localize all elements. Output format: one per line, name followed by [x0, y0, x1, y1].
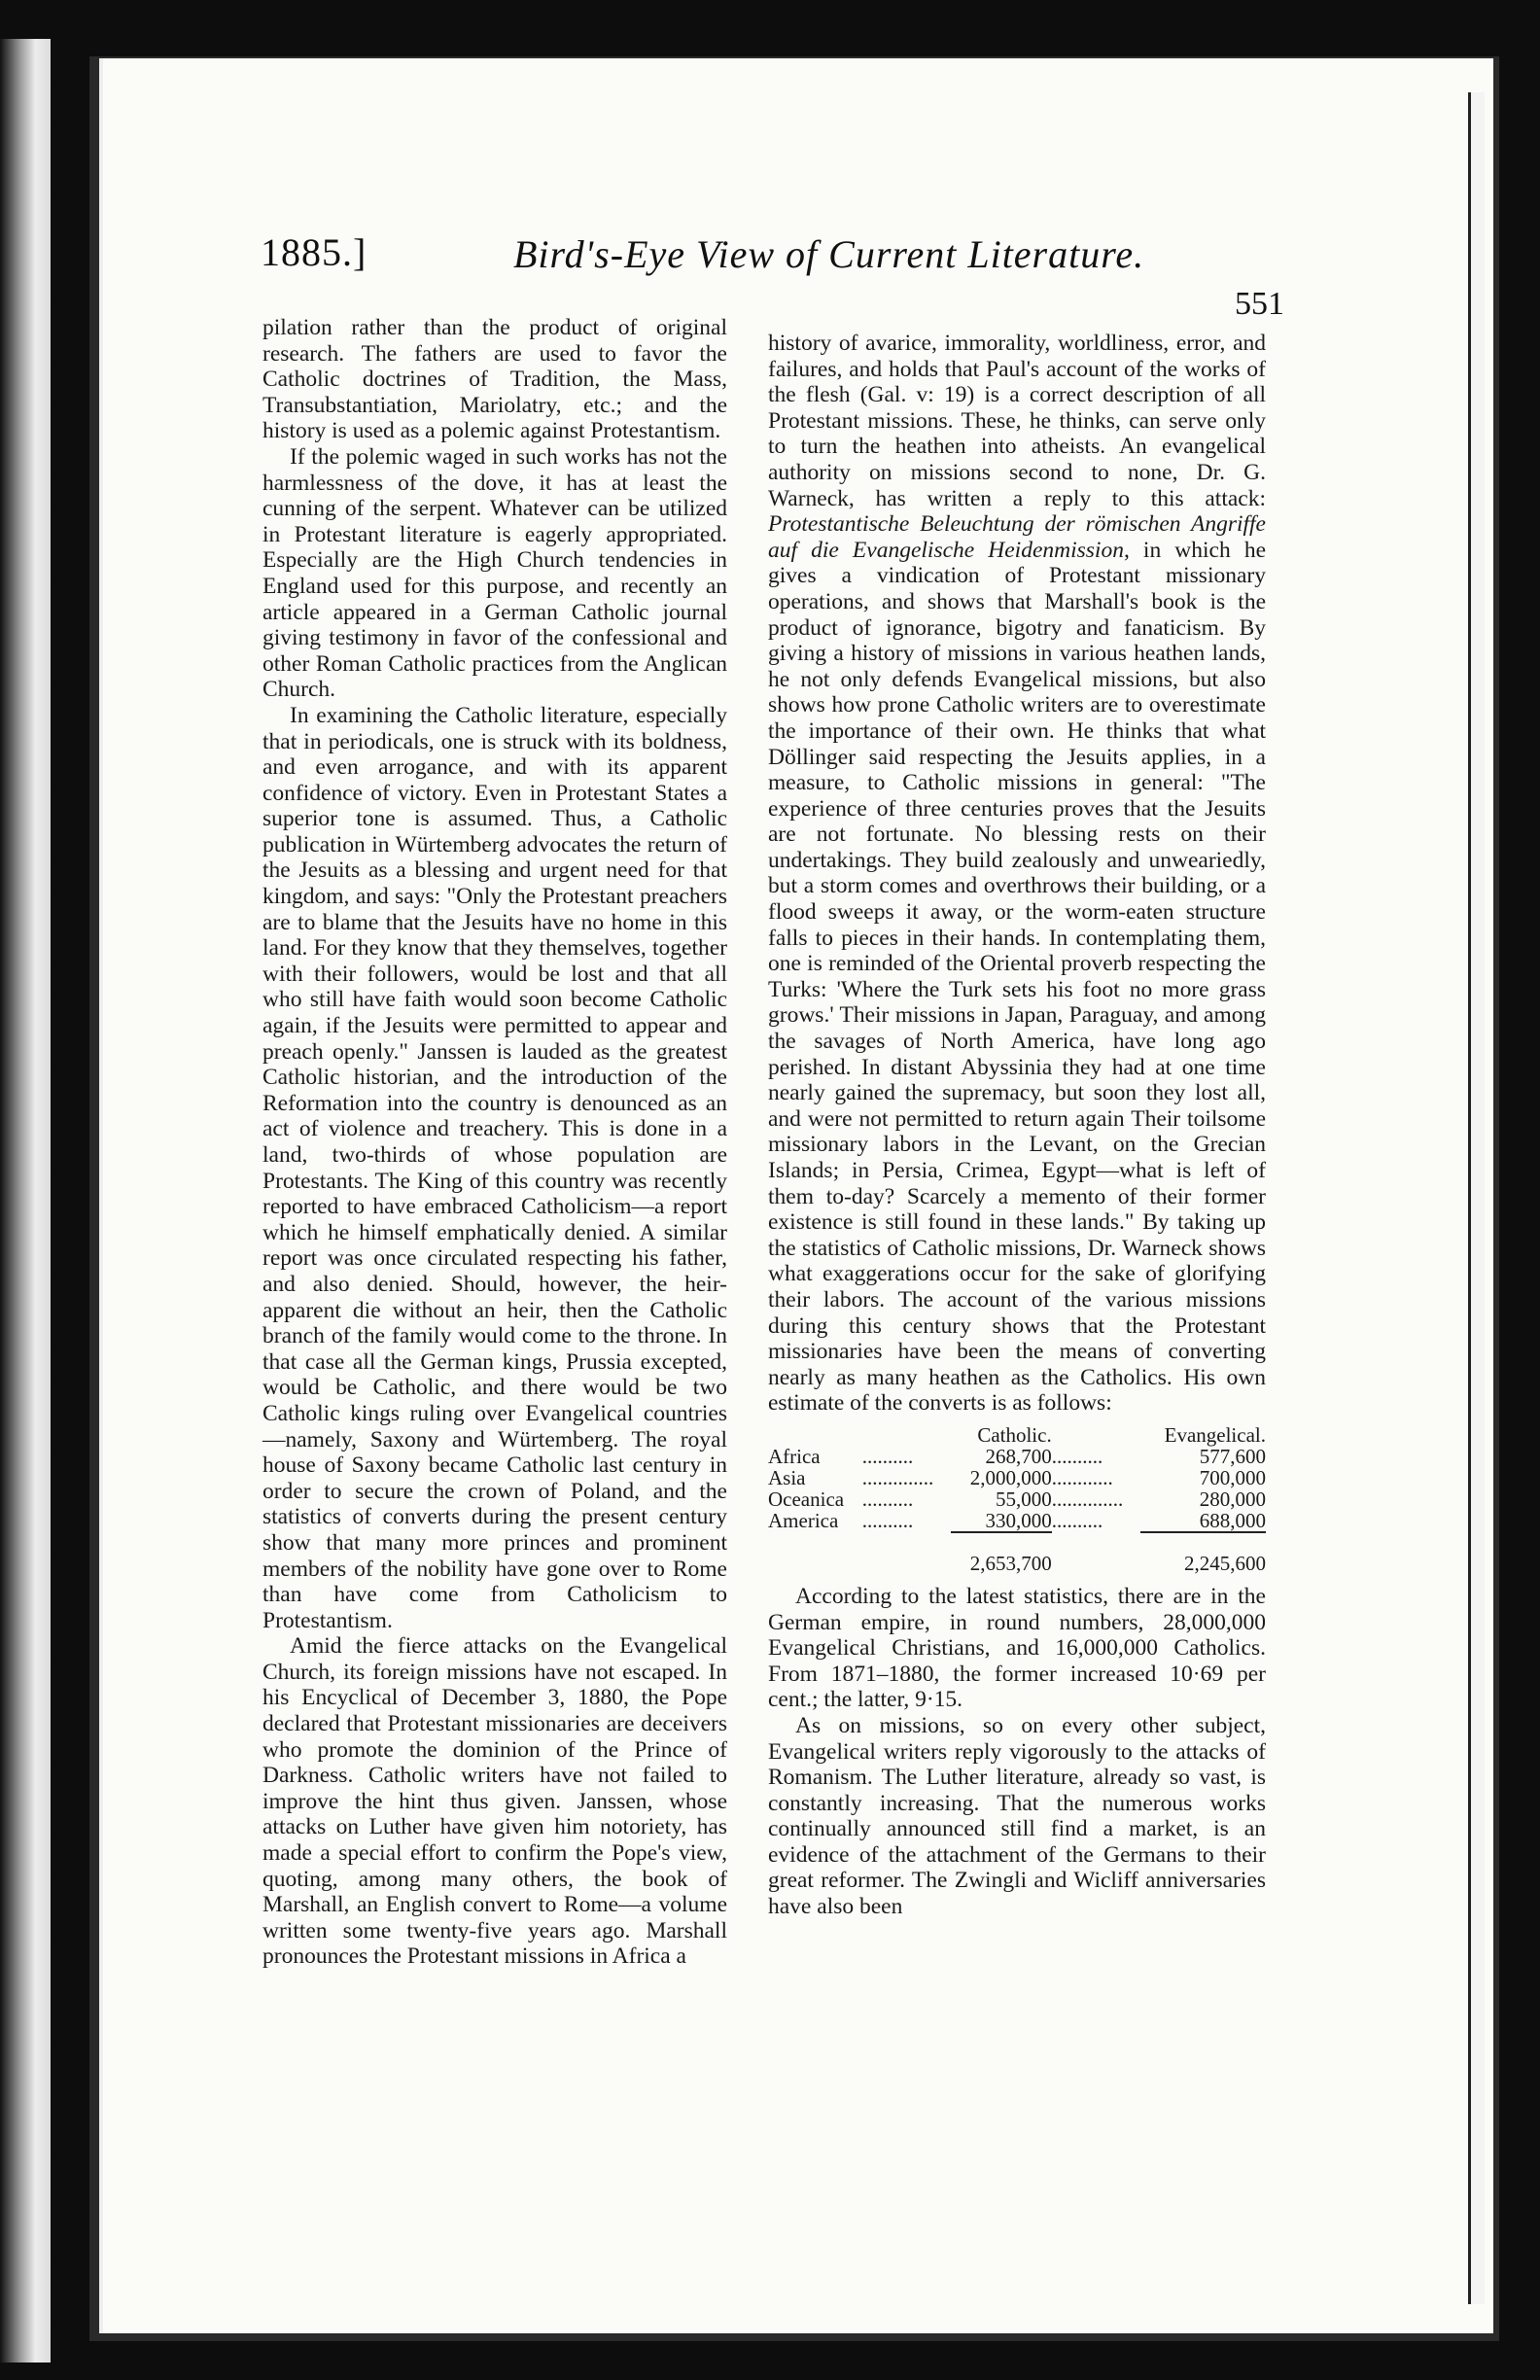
catholic-cell: 268,700 — [985, 1444, 1052, 1468]
left-paragraph-4: Amid the fierce attacks on the Evangelical Church, its foreign missions have not escaped. In his Encyclical of December 3, 1880, the Pope declared that Protestant missionaries are deceivers who promote the dominion of the Prince of Darkness. Catholic writers have not failed to improve the hint thus given. Janssen, whose attacks on Luther have given him notoriety, has made a special effort to confirm the Pope's view, quoting, among many others, the book of Marshall, an English convert to Rome—a volume written some twenty-five years ago. Marshall pronounces the Protestant missions in Africa a — [262, 1633, 727, 1970]
evangelical-cell: 577,600 — [1199, 1444, 1266, 1468]
table-row — [768, 1510, 1266, 1532]
left-paragraph-3: In examining the Catholic literature, especially that in periodicals, one is struck with its boldness, and even arrogance, and with its apparent confidence of victory. Even in Protestant States a superior tone is assumed. Thus, a Catholic publication in Würtemberg advocates the return of the Jesuits as a blessing and urgent need for that kingdom, and says: "Only the Protestant preachers are to blame that the Jesuits have no home in this land. For they know that they themselves, together with their followers, would be lost and that all who still have faith would soon become Catholic again, if the Jesuits were permitted to appear and preach openly." Janssen is lauded as the greatest Catholic historian, and the introduction of the Reformation into the country is denounced as an act of violence and treachery. This is done in a land, two-thirds of whose population are Protestants. The King of this country was recently reported to have embraced Catholicism—a report which he himself emphatically denied. A similar report was once circulated respecting his father, and also denied. Should, however, the heir-apparent die without an heir, then the Catholic branch of the family would come to the throne. In that case all the German kings, Prussia excepted, would be Catholic, and there would be two Catholic kings ruling over Evangelical countries—namely, Saxony and Würtemberg. The royal house of Saxony became Catholic last century in order to secure the crown of Poland, and the statistics of converts during the present century show that many more princes and prominent members of the nobility have gone over to Rome than have come from Catholicism to Protestantism. — [262, 702, 727, 1633]
page-right-edge — [1468, 92, 1485, 2304]
catholic-cell: 330,000 — [985, 1508, 1052, 1532]
left-paragraph-1: pilation rather than the product of original research. The fathers are used to favor the Catholic doctrines of Tradition, the Mass, Transubstantiation, Mariolatry, etc.; and the history is used as a polemic against Protestantism. — [262, 315, 727, 444]
right-column — [768, 331, 1266, 1920]
page-number: 551 — [1235, 286, 1284, 322]
leader-dots: .......... — [861, 1487, 914, 1511]
catholic-cell: 55,000 — [995, 1487, 1052, 1511]
col-header-evangelical: Evangelical. — [1164, 1422, 1266, 1447]
evangelical-cell: 688,000 — [1199, 1508, 1266, 1532]
table-total-rule — [768, 1532, 1266, 1539]
left-paragraph-2: If the polemic waged in such works has not the harmlessness of the dove, it has at least the cunning of the serpent. Whatever can be utilized in Protestant literature is eagerly appropriated. Especially are the High Church tendencies in England used for this purpose, and recently an article appeared in a German Catholic journal giving testimony in favor of the confessional and other Roman Catholic practices from the Anglican Church. — [262, 443, 727, 703]
adjacent-page-edge — [0, 39, 51, 2362]
book-title: Protestantische Beleuchtung der römischen Angriffe auf die Evangelische Heidenmission — [768, 511, 1266, 563]
leader-dots: ............ — [1051, 1465, 1113, 1489]
col-header-catholic: Catholic. — [977, 1422, 1052, 1447]
leader-dots: .......... — [861, 1444, 914, 1468]
region-cell: Africa — [768, 1444, 821, 1468]
right-paragraph-1-text-b: , in which he gives a vindication of Protestant missionary operations, and shows that Marshall's book is the product of ignorance, bigotry and fanaticism. By giving a history of missions in various heathen lands, he not only defends Evangelical missions, but also shows how prone Catholic writers are to overestimate the importance of their own. He thinks that what Döllinger said respecting the Jesuits applies, in a measure, to Catholic missions in general: "The experience of three centuries proves that the Jesuits are not fortunate. No blessing rests on their undertakings. They build zealously and unweariedly, but a storm comes and overthrows their building, or a flood sweeps it away, or the worm-eaten structure falls to pieces in their hands. In contemplating them, one is reminded of the Oriental proverb respecting the Turks: 'Where the Turk sets his foot no more grass grows.' Their missions in Japan, Paraguay, and among the savages of North America, have long ago perished. In distant Abyssinia they had at one time nearly gained the supremacy, but soon they lost all, and were not permitted to return again Their toilsome missionary labors in the Levant, on the Grecian Islands; in Persia, Crimea, Egypt—what is left of them to-day? Scarcely a memento of their former existence is still found in these lands." By taking up the statistics of Catholic missions, Dr. Warneck shows what exaggerations occur for the sake of glorifying their labors. The account of the various missions during this century shows that the Protestant missionaries have been the means of converting nearly as many heathen as the Catholics. His own estimate of the converts is as follows: — [768, 537, 1266, 1417]
table-row — [768, 1446, 1266, 1467]
region-cell: America — [768, 1509, 839, 1533]
leader-dots: .............. — [861, 1465, 934, 1489]
total-catholic: 2,653,700 — [969, 1551, 1052, 1575]
right-paragraph-3: As on missions, so on every other subject, Evangelical writers reply vigorously to the attacks of Romanism. The Luther literature, already so vast, is constantly increasing. That the numerous works continually announced still find a market, is an evidence of the attachment of the Germans to their great reformer. The Zwingli and Wicliff anniversaries have also been — [768, 1712, 1266, 1920]
right-paragraph-1-text-a: history of avarice, immorality, worldliness, error, and failures, and holds that Paul's account of the works of the flesh (Gal. v: 19) is a correct description of all Protestant missions. These, he thinks, can serve only to turn the heathen into atheists. An evangelical authority on missions second to none, Dr. G. Warneck, has written a reply to this attack: — [768, 331, 1266, 511]
leader-dots: .......... — [1051, 1509, 1103, 1533]
header-year: 1885.] — [261, 230, 368, 274]
running-title: Bird's-Eye View of Current Literature. — [513, 232, 1145, 276]
table-total-row — [768, 1539, 1266, 1574]
page-header — [261, 229, 1330, 322]
region-cell: Asia — [768, 1465, 806, 1489]
catholic-cell: 2,000,000 — [969, 1465, 1052, 1489]
left-column — [262, 315, 727, 1970]
evangelical-cell: 280,000 — [1199, 1487, 1266, 1511]
evangelical-cell: 700,000 — [1199, 1465, 1266, 1489]
leader-dots: .......... — [861, 1509, 914, 1533]
region-cell: Oceanica — [768, 1487, 845, 1511]
right-paragraph-2: According to the latest statistics, there are in the German empire, in round numbers, 28,000,000 Evangelical Christians, and 16,000,000 Catholics. From 1871–1880, the former increased 10·69 per cent.; the latter, 9·15. — [768, 1583, 1266, 1713]
leader-dots: .......... — [1051, 1444, 1103, 1468]
table-row — [768, 1488, 1266, 1510]
table-row — [768, 1467, 1266, 1488]
table-header-row — [768, 1424, 1266, 1446]
right-paragraph-1 — [768, 331, 1266, 1417]
converts-table — [768, 1424, 1266, 1574]
leader-dots: .............. — [1051, 1487, 1124, 1511]
total-evangelical: 2,245,600 — [1184, 1551, 1266, 1575]
